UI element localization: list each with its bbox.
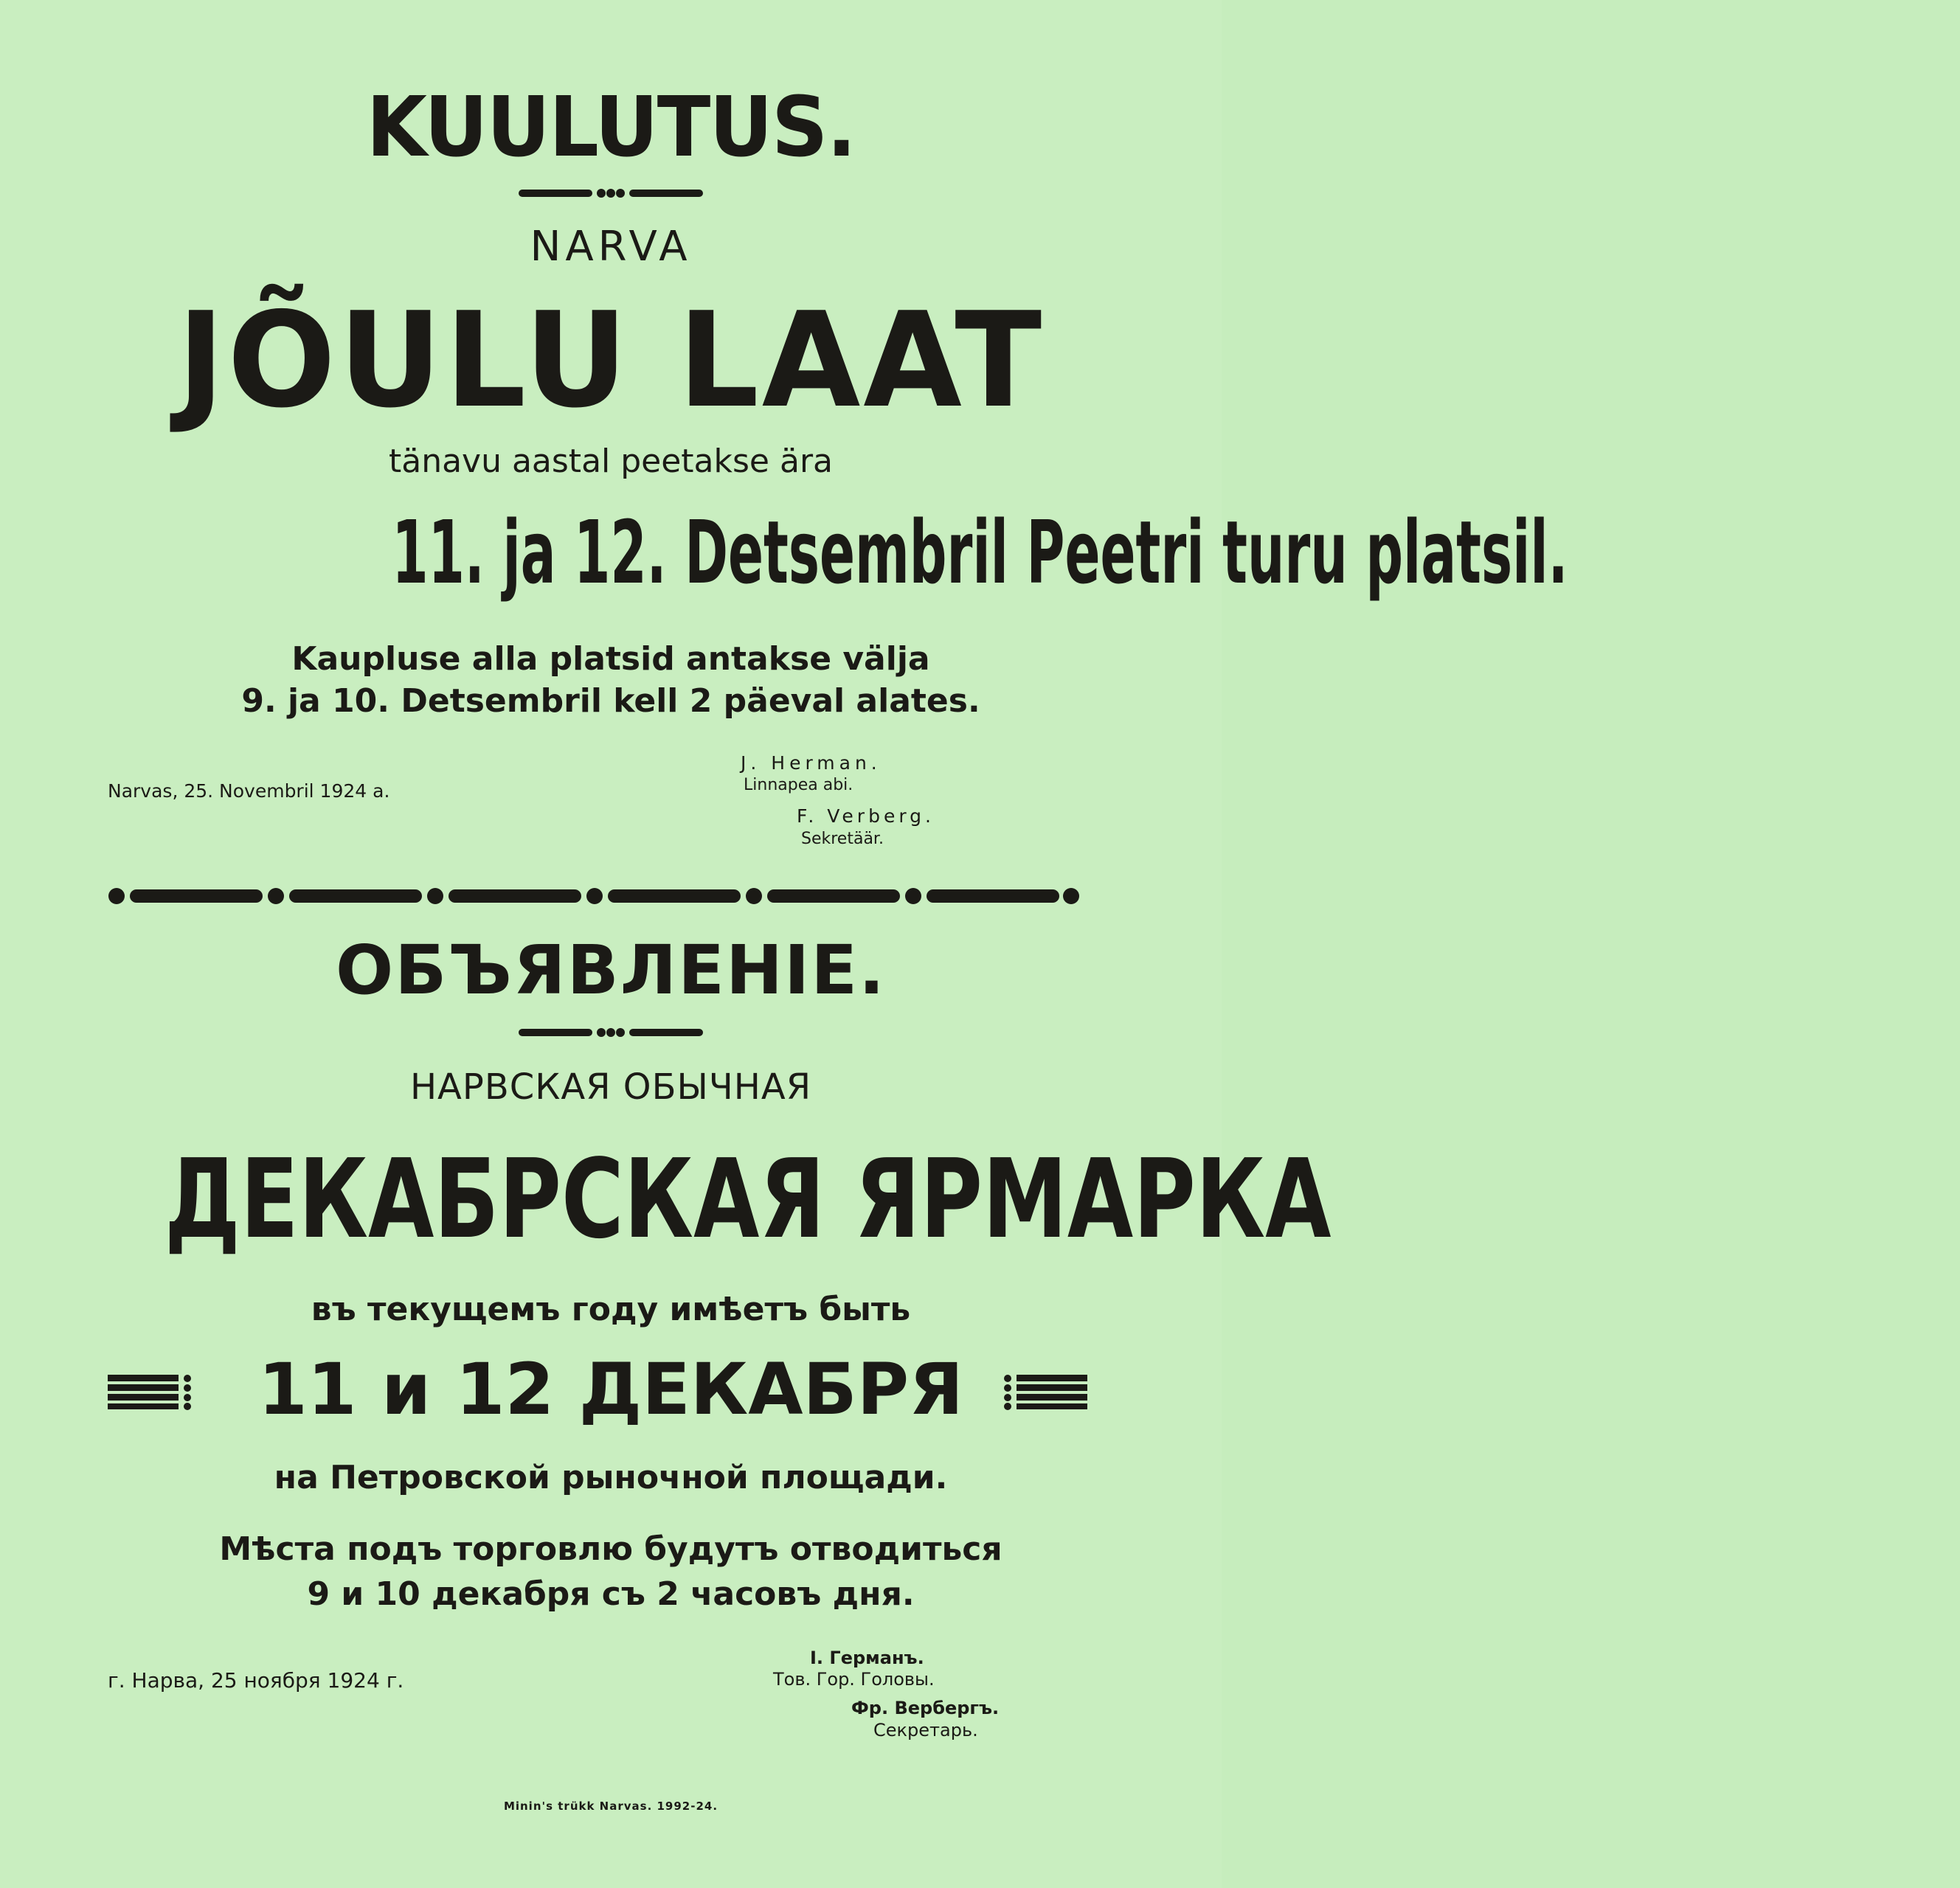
russian-line2: на Петровской рыночной площади.	[274, 1459, 948, 1496]
ornamental-rule	[0, 186, 1222, 204]
estonian-line1: tänavu aastal peetakse ära	[388, 442, 833, 480]
russian-signer2-name: Фр. Вербергъ.	[851, 1698, 1000, 1718]
estonian-signer1-title: Linnapea abi.	[744, 776, 853, 794]
russian-line3: Мѣста подъ торговлю будутъ отводиться	[219, 1530, 1002, 1568]
estonian-line3: 9. ja 10. Detsembril kell 2 päeval alates.	[241, 682, 980, 720]
russian-subtitle: НАРВСКАЯ ОБЫЧНАЯ	[409, 1066, 812, 1108]
estonian-line2: Kaupluse alla platsid antakse välja	[291, 640, 930, 678]
russian-line1: въ текущемъ году имѣетъ быть	[311, 1291, 911, 1328]
russian-signer1-name: I. Германъ.	[810, 1648, 924, 1668]
estonian-title: JÕULU LAAT	[177, 284, 1045, 437]
estonian-heading: KUULUTUS.	[366, 80, 856, 176]
russian-line4: 9 и 10 декабря съ 2 часовъ дня.	[307, 1575, 915, 1613]
estonian-signer2-name: F. Verberg.	[797, 805, 935, 827]
russian-place-date: г. Нарва, 25 ноября 1924 г.	[108, 1668, 404, 1693]
section-divider	[108, 882, 1080, 910]
estonian-dates: 11. ja 12. Detsembril Peetri turu platsil.	[392, 502, 1568, 603]
russian-dates: 11 и 12 ДЕКАБРЯ	[257, 1348, 963, 1431]
russian-signer2-title: Секретарь.	[873, 1720, 978, 1740]
russian-heading: ОБЪЯВЛЕНIЕ.	[335, 931, 886, 1010]
ornamental-rule-2	[0, 1025, 1222, 1043]
printer-imprint: Minin's trükk Narvas. 1992-24.	[503, 1800, 718, 1813]
estonian-city: NARVA	[530, 223, 692, 271]
estonian-signer1-name: J. Herman.	[741, 752, 882, 774]
estonian-place-date: Narvas, 25. Novembril 1924 a.	[108, 780, 390, 802]
estonian-signer2-title: Sekretäär.	[801, 830, 884, 848]
russian-signer1-title: Тов. Гор. Головы.	[773, 1669, 935, 1690]
russian-title: ДЕКАБРСКАЯ ЯРМАРКА	[165, 1136, 1332, 1263]
ornament-bars-right	[1000, 1373, 1089, 1410]
